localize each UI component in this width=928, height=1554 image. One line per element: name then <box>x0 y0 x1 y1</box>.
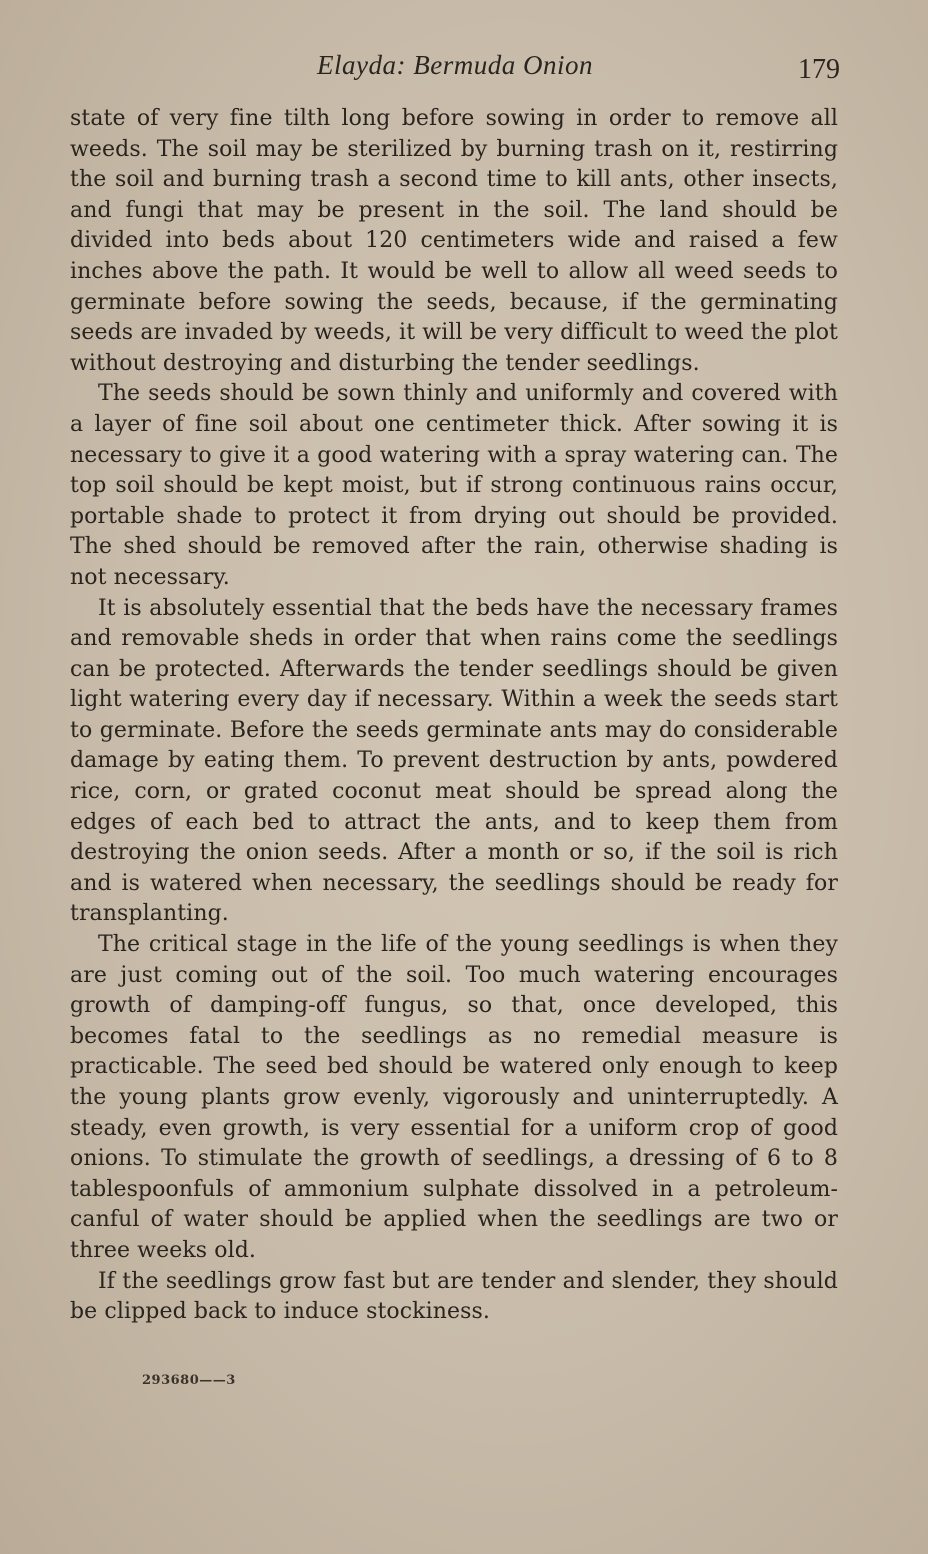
page-number: 179 <box>798 54 840 85</box>
paragraph-1: state of very fine tilth long before sowing in order to remove all weeds. The soil may be sterilized by burning trash on it, restirring the soil and burning trash a second time to kill ants, other insects, and fungi that may be present in the soil. The land should be divided into beds about 120 centimeters wide and raised a few inches above the path. It would be well to allow all weed seeds to germinate before sowing the seeds, because, if the germinating seeds are invaded by weeds, it will be very difficult to weed the plot without destroying and disturbing the tender seedlings. <box>70 106 838 376</box>
paragraph-2: The seeds should be sown thinly and uniformly and covered with a layer of fine soil about one centimeter thick. After sowing it is necessary to give it a good watering with a spray watering can. The top soil should be kept moist, but if strong continuous rains occur, portable shade to protect it from drying out should be provided. The shed should be removed after the rain, otherwise shading is not necessary. <box>70 381 838 590</box>
running-title: Elayda: Bermuda Onion <box>317 50 593 80</box>
paragraph-3: It is absolutely essential that the beds have the necessary frames and removable sheds in order that when rains come the seedlings can be protected. Afterwards the tender seedlings should be given light watering every day if necessary. Within a week the seeds start to germinate. Before the seeds germinate ants may do considerable damage by eating them. To prevent destruction by ants, powdered rice, corn, or grated coconut meat should be spread along the edges of each bed to attract the ants, and to keep them from destroying the onion seeds. After a month or so, if the soil is rich and is watered when necessary, the seedlings should be ready for transplanting. <box>70 595 838 927</box>
body-text <box>70 104 838 1328</box>
paragraph-4: The critical stage in the life of the young seedlings is when they are just coming out of the soil. Too much watering encourages growth of damping-off fungus, so that, once developed, this becomes fatal to the seedlings as no remedial measure is practicable. The seed bed should be watered only enough to keep the young plants grow evenly, vigorously and uninterruptedly. A steady, even growth, is very essential for a uniform crop of good onions. To stimulate the growth of seedlings, a dressing of 6 to 8 tablespoonfuls of ammonium sulphate dissolved in a petroleum-canful of water should be applied when the seedlings are two or three weeks old. <box>70 932 838 1263</box>
printer-signature: 293680——3 <box>142 1373 236 1388</box>
running-head <box>70 46 840 86</box>
paragraph-5: If the seedlings grow fast but are tender and slender, they should be clipped back to induce stockiness. <box>70 1268 838 1325</box>
